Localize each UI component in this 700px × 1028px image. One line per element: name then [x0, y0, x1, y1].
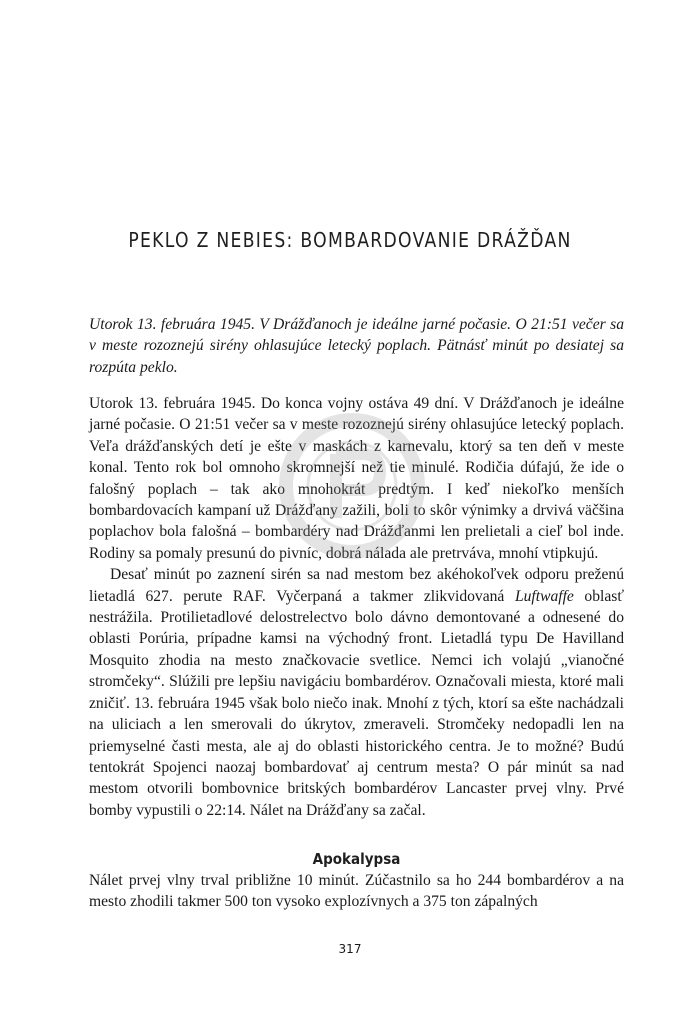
paragraph-2-end: oblasť nestrážila. Protilietadlové delostrelectvo bolo dávno demontované a odnesené do oblasti Porúria, prípadne kamsi na východný front. Lietadlá typu De Havilland Mosquito zhodia na mesto značkovacie svetlice. Nemci ich volajú „vianočné stromčeky“. Slúžili pre lepšiu navigáciu bombardérov. Označovali miesta, ktoré mali zničiť. 13. februára 1945 však bolo niečo inak. Mnohí z tých, ktorí sa ešte nachádzali na uliciach a len smerovali do úkrytov, zmeraveli. Stromčeky nedopadli len na priemyselné časti mesta, ale aj do oblasti historického centra. Je to možné? Budú tentokrát Spojenci naozaj bombardovať aj centrum mesta? O pár minút sa nad mestom otvorili bombovnice britských bombardérov Lancaster prvej vlny. Prvé bomby vypustili o 22:14. Nálet na Drážďany sa začal.: [89, 587, 625, 819]
luftwaffe-emphasis: Luftwaffe: [514, 587, 574, 605]
section-text: Nálet prvej vlny trval približne 10 minút. Zúčastnilo sa ho 244 bombardérov a na mesto zhodili takmer 500 ton vysoko explozívnych a 375 ton zápalných: [89, 872, 624, 911]
page-number: 317: [338, 942, 362, 956]
section-heading: Apokalypsa: [312, 850, 401, 868]
body-text: [89, 393, 624, 821]
body-paragraph-2: [89, 564, 624, 821]
section-apokalypsa: [89, 850, 624, 913]
chapter-intro: Utorok 13. februára 1945. V Drážďanoch je ideálne jarné počasie. O 21:51 večer sa v meste rozoznejú sirény ohlasujúce letecký poplach. Pätnásť minút po desiatej sa rozpúta peklo.: [89, 316, 624, 376]
paragraph-2-start: Desať minút po zaznení sirén sa nad mestom bez akéhokoľvek odporu preženú lietadlá 627. perute RAF. Vyčerpaná a takmer zlikvidovaná: [89, 566, 624, 605]
chapter-title: PEKLO Z NEBIES: BOMBARDOVANIE DRÁŽĎAN: [128, 228, 572, 252]
body-paragraph-1: Utorok 13. februára 1945. Do konca vojny ostáva 49 dní. V Drážďanoch je ideálne jarné počasie. O 21:51 večer sa v meste rozoznejú sirény ohlasujúce letecký poplach. Veľa drážďanských detí je ešte v maskách z karnevalu, ktorý sa ten deň v meste konal. Tento rok bol omnoho skromnejší než tie minulé. Rodičia dúfajú, že ide o falošný poplach – tak ako mnohokrát predtým. I keď niekoľko menších bombardovacích kampaní už Drážďany zažili, boli to skôr výnimky a drvivá väčšina poplachov bola falošná – bombardéry nad Drážďanmi len prelietali a cieľ bol inde. Rodiny sa pomaly presunú do pivníc, dobrá nálada ale pretrváva, mnohí vtipkujú.: [89, 395, 624, 562]
